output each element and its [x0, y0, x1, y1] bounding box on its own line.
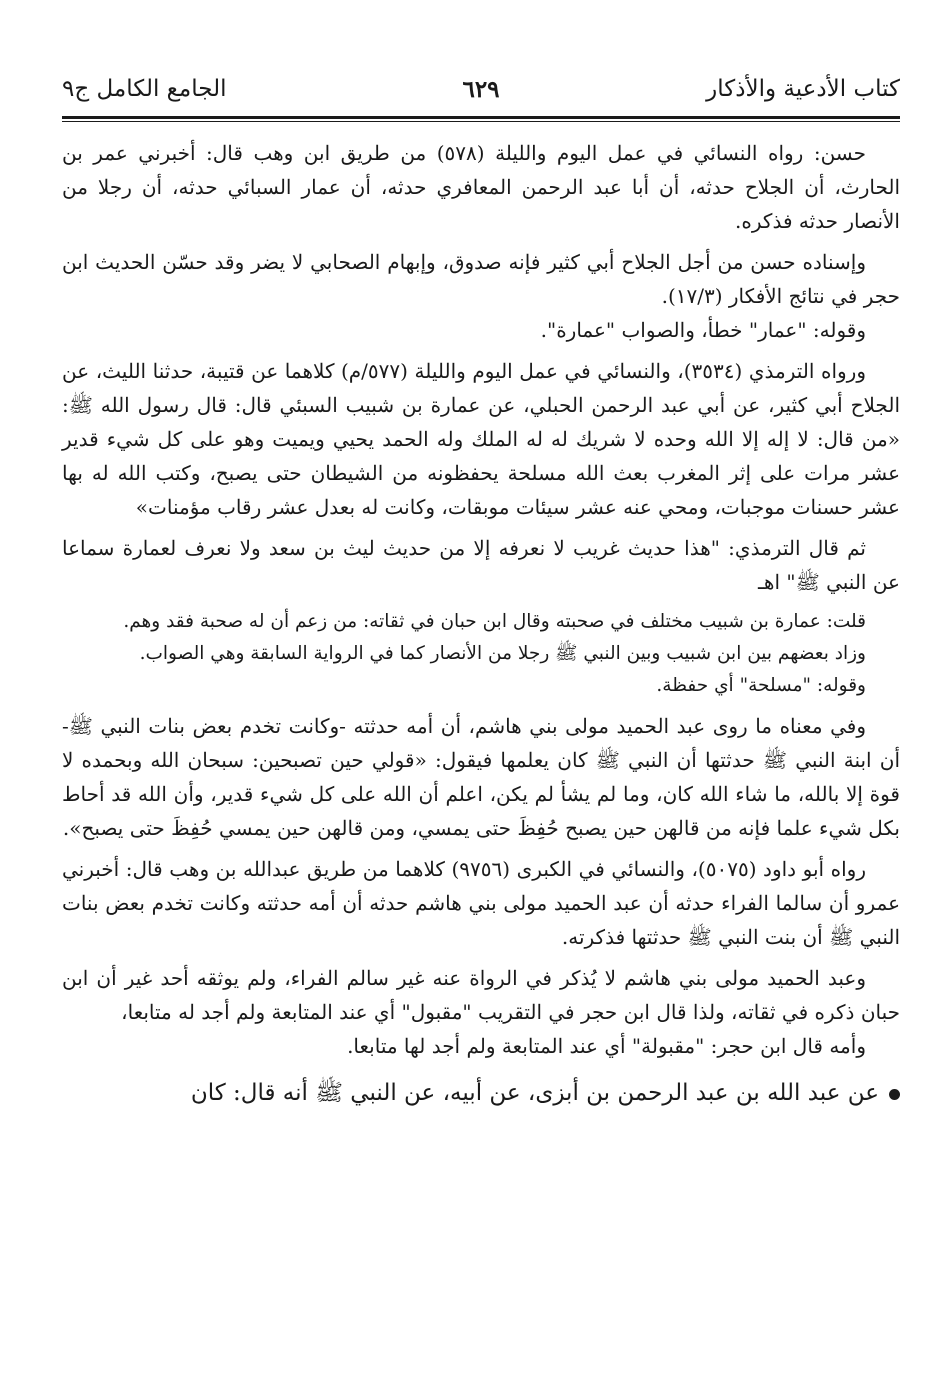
note-definition: وقوله: "مسلحة" أي حفظة.: [656, 675, 866, 696]
paragraph-similar-hadith: وفي معناه ما روى عبد الحميد مولى بني هاشم، أن أمه حدثته -وكانت تخدم بعض بنات النبي ﷺ- أن ابنة النبي ﷺ حدثتها أن النبي ﷺ كان يعلمها فيقول: «قولي حين تصبحين: سبحان الله وبحمده لا قوة إلا بالله، ما شاء الله كان، وما لم يشأ لم يكن، اعلم أن الله على كل شيء قدير، وأن الله قد أحاط بكل شيء علما فإنه من قالهن حين يصبح حُفِظَ حتى يمسي، ومن قالهن حين يمسي حُفِظَ حتى يصبح».: [62, 714, 901, 840]
series-title: الجامع الكامل ج٩: [62, 76, 227, 102]
hadith-entry-text: عن عبد الله بن عبد الرحمن بن أبزى، عن أبيه، عن النبي ﷺ أنه قال: كان: [190, 1080, 879, 1106]
page-header: [62, 70, 900, 116]
paragraph-correction: وقوله: "عمار" خطأ، والصواب "عمارة".: [540, 318, 866, 342]
paragraph-isnad: وإسناده حسن من أجل الجلاح أبي كثير فإنه صدوق، وإبهام الصحابي لا يضر وقد حسّن الحديث ابن حجر في نتائج الأفكار (١٧/٣).: [62, 250, 900, 308]
paragraph-abu-dawud: رواه أبو داود (٥٠٧٥)، والنسائي في الكبرى (٩٧٥٦) كلاهما من طريق عبدالله بن وهب قال: أخبرني عمرو أن سالما الفراء حدثه أن عبد الحميد مولى بني هاشم حدثه أن أمه حدثته وكانت تخدم بعض بنات النبي ﷺ أن بنت النبي ﷺ حدثتها فذكرته.: [62, 857, 900, 949]
page-body: [62, 136, 900, 1113]
paragraph-narrator-status: وعبد الحميد مولى بني هاشم لا يُذكر في الرواة عنه غير سالم الفراء، ولم يوثقه أحد غير أن ابن حبان ذكره في ثقاته، ولذا قال ابن حجر في التقريب "مقبول" أي عند المتابعة ولم أجد له متابعا،: [62, 966, 900, 1024]
book-page: [62, 70, 900, 1370]
note-addition: وزاد بعضهم بين ابن شبيب وبين النبي ﷺ رجلا من الأنصار كما في الرواية السابقة وهي الصواب.: [139, 643, 866, 664]
hadith-entry: [62, 1073, 900, 1113]
note-companionship: قلت: عمارة بن شبيب مختلف في صحبته وقال ابن حبان في ثقاته: من زعم أن له صحبة فقد وهم.: [123, 611, 866, 632]
page-number: ٦٢٩: [462, 76, 500, 103]
paragraph-grading: حسن: رواه النسائي في عمل اليوم والليلة (٥٧٨) من طريق ابن وهب قال: أخبرني عمر بن الحارث، أن الجلاح حدثه، أن أبا عبد الرحمن المعافري حدثه، أن عمار السبائي حدثه، أن رجلا من الأنصار حدثه فذكره.: [62, 141, 900, 233]
header-rule-thin: [62, 121, 900, 122]
paragraph-mother-status: وأمه قال ابن حجر: "مقبولة" أي عند المتابعة ولم أجد لها متابعا.: [347, 1034, 866, 1058]
book-title: كتاب الأدعية والأذكار: [706, 76, 900, 102]
header-rule-thick: [62, 116, 900, 119]
bullet-icon: [889, 1089, 900, 1100]
paragraph-tirmidhi-comment: ثم قال الترمذي: "هذا حديث غريب لا نعرفه إلا من حديث ليث بن سعد ولا نعرف لعمارة سماعا عن النبي ﷺ" اهـ: [62, 536, 900, 594]
paragraph-tirmidhi-narration: ورواه الترمذي (٣٥٣٤)، والنسائي في عمل اليوم والليلة (٥٧٧/م) كلاهما عن قتيبة، حدثنا الليث، عن الجلاح أبي كثير، عن أبي عبد الرحمن الحبلي، عن عمارة بن شبيب السبئي قال: قال رسول الله ﷺ: «من قال: لا إله إلا الله وحده لا شريك له له الملك وله الحمد يحيي ويميت وهو على كل شيء قدير عشر مرات على إثر المغرب بعث الله مسلحة يحفظونه من الشيطان حتى يصبح، وكتب الله له بها عشر حسنات موجبات، ومحي عنه عشر سيئات موبقات، وكانت له بعدل عشر رقاب مؤمنات»: [62, 359, 900, 519]
